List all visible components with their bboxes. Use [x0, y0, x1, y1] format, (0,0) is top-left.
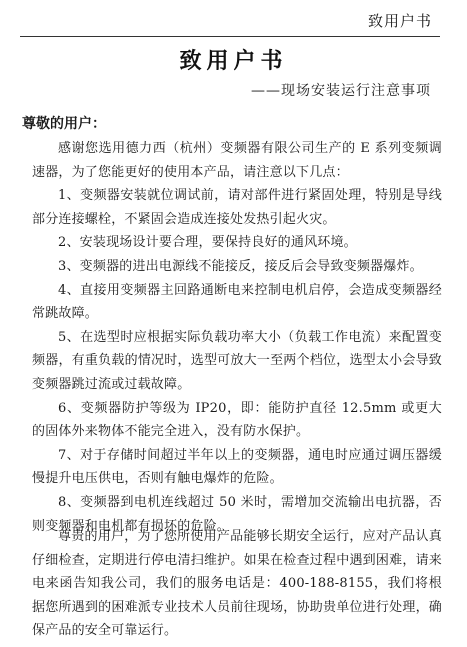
document-title: 致用户书	[179, 49, 288, 74]
notice-item-8: 8、变频器到电机连线超过 50 米时，需增加交流输出电抗器，否则变频器和电机都有损坏的危险。	[32, 494, 442, 534]
notice-item-4: 4、直接用变频器主回路通断电来控制电机启停，会造成变频器经常跳故障。	[32, 282, 442, 322]
salutation: 尊敬的用户：	[22, 116, 106, 132]
header-divider	[20, 36, 440, 37]
notice-item-6: 6、变频器防护等级为 IP20，即：能防护直径 12.5mm 或更大的固体外来物体不能完全进入，没有防水保护。	[32, 400, 442, 440]
intro-paragraph: 感谢您选用德力西（杭州）变频器有限公司生产的 E 系列变频调速器，为了您能更好的使用本产品，请注意以下几点：	[32, 141, 442, 180]
notice-item-5: 5、在选型时应根据实际负载功率大小（负载工作电流）来配置变频器，有重负载的情况时，选型可放大一至两个档位，选型太小会导致变频器跳过流或过载故障。	[32, 329, 442, 392]
running-header: 致用户书	[367, 12, 432, 30]
closing-paragraph: 尊贵的用户，为了您所使用产品能够长期安全运行，应对产品认真仔细检查，定期进行停电清扫维护。如果在检查过程中遇到困难，请来电来函告知我公司，我们的服务电话是：400-188-8155，我们将根据您所遇到的困难派专业技术人员前往现场，协助贵单位进行处理，确保产品的安全可靠运行。	[32, 529, 442, 639]
notice-item-7: 7、对于存储时间超过半年以上的变频器，通电时应通过调压器缓慢提升电压供电，否则有触电爆炸的危险。	[32, 447, 442, 487]
document-subtitle: ——现场安装运行注意事项	[251, 83, 431, 99]
notice-item-3: 3、变频器的进出电源线不能接反，接反后会导致变频器爆炸。	[58, 258, 423, 274]
letter-body	[32, 137, 442, 538]
notice-item-1: 1、变频器安装就位调试前，请对部件进行紧固处理，特别是导线部分连接螺栓，不紧固会造成连接处发热引起火灾。	[32, 188, 442, 227]
notice-item-2: 2、安装现场设计要合理，要保持良好的通风环境。	[58, 235, 357, 251]
